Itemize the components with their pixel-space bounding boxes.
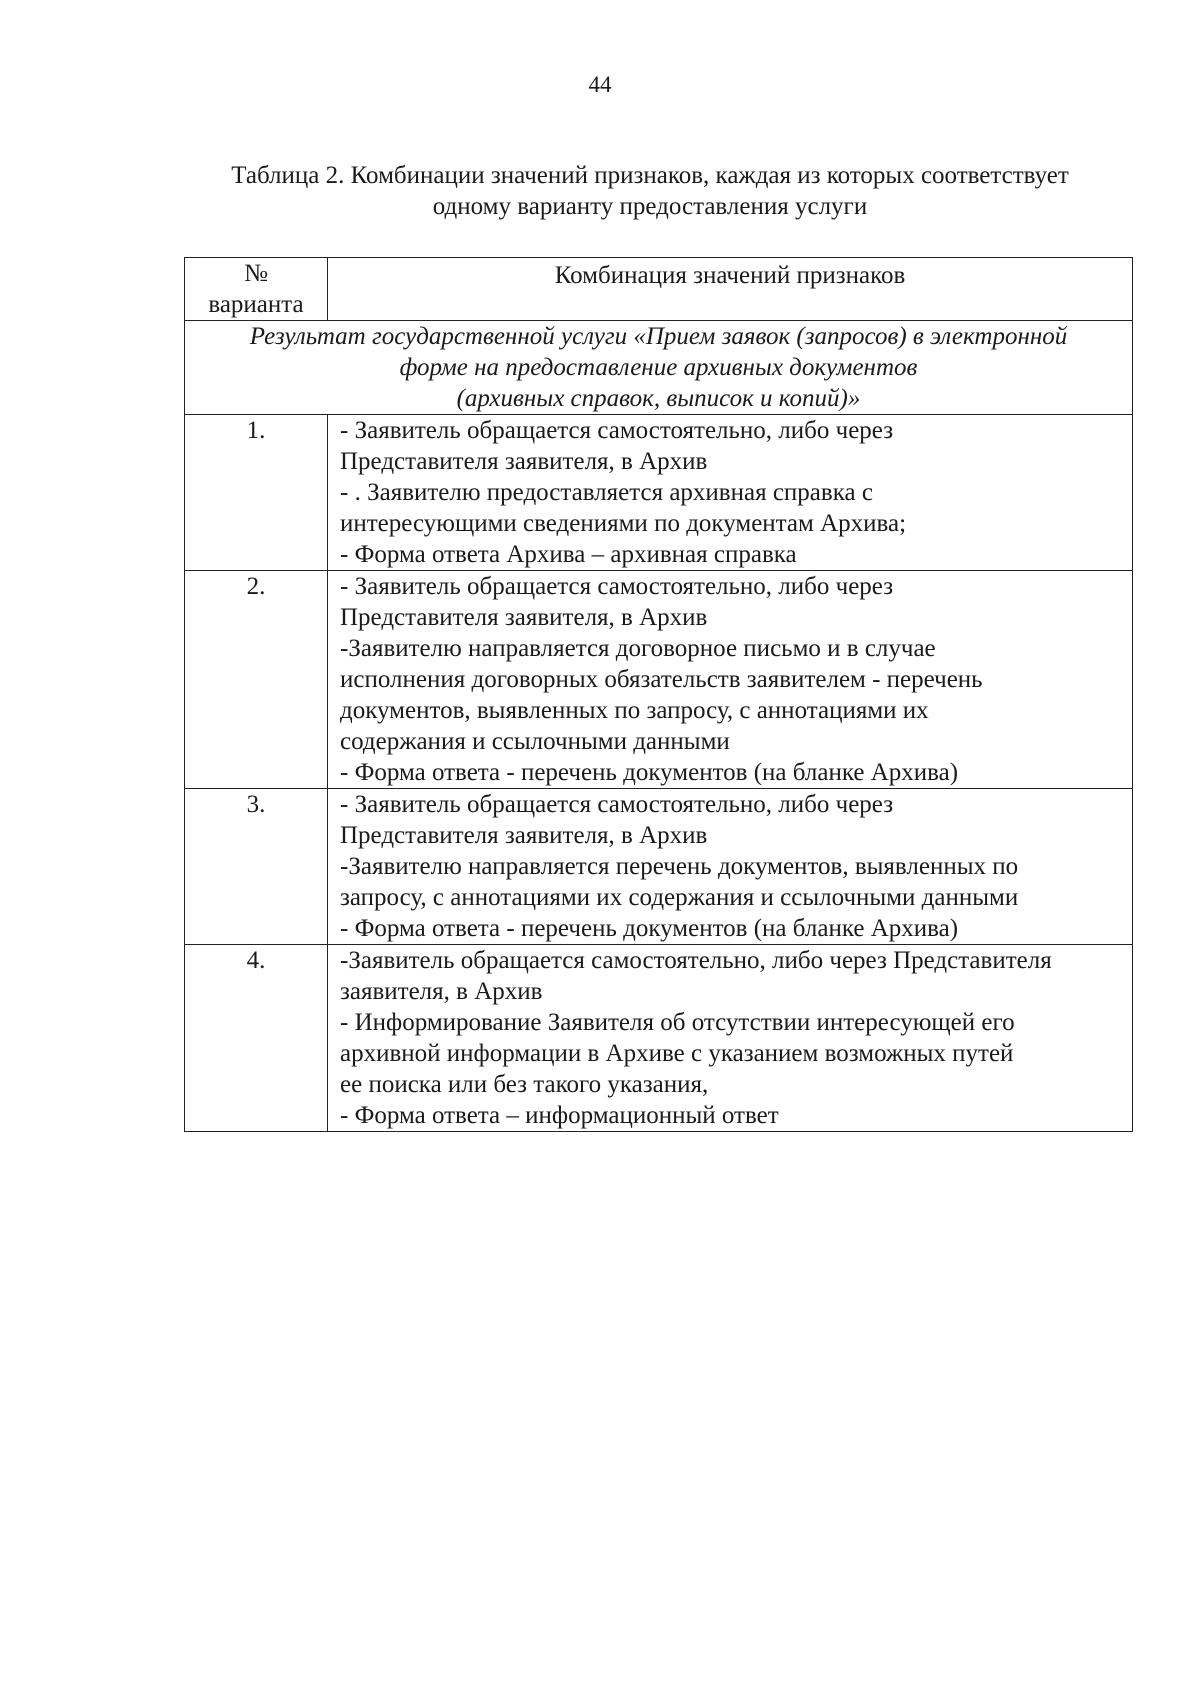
section-line-3: (архивных справок, выписок и копий)»	[456, 385, 861, 412]
variant-combination	[328, 789, 1133, 945]
header-combination: Комбинация значений признаков	[328, 258, 1133, 321]
variant-number: 3.	[185, 789, 328, 945]
table-row	[185, 415, 1133, 571]
variant-combination	[328, 415, 1133, 571]
combination-line: Представителя заявителя, в Архив	[340, 822, 708, 849]
combination-line: - . Заявителю предоставляется архивная справка с	[340, 479, 873, 506]
table-header-row	[185, 258, 1133, 321]
combination-line: - Форма ответа - перечень документов (на бланке Архива)	[340, 759, 959, 786]
combination-line: -Заявитель обращается самостоятельно, либо через Представителя	[340, 947, 1052, 974]
combination-line: - Заявитель обращается самостоятельно, либо через	[340, 417, 894, 444]
combination-line: документов, выявленных по запросу, с аннотациями их	[340, 697, 929, 724]
combination-line: ее поиска или без такого указания,	[340, 1071, 709, 1098]
header-num-label: варианта	[208, 291, 304, 318]
variant-number: 4.	[185, 945, 328, 1132]
table-caption	[170, 160, 1130, 222]
section-line-1: Результат государственной услуги «Прием заявок (запросов) в электронной	[249, 323, 1068, 350]
combination-line: - Информирование Заявителя об отсутствии интересующей его	[340, 1009, 1015, 1036]
variant-number: 2.	[185, 571, 328, 789]
combination-line: заявителя, в Архив	[340, 978, 543, 1005]
combination-line: -Заявителю направляется перечень документов, выявленных по	[340, 853, 1019, 880]
combination-line: - Форма ответа Архива – архивная справка	[340, 541, 797, 568]
page-number: 44	[588, 72, 612, 97]
combination-line: интересующими сведениями по документам Архива;	[340, 510, 907, 537]
combination-line: исполнения договорных обязательств заявителем - перечень	[340, 666, 983, 693]
combination-line: - Форма ответа – информационный ответ	[340, 1102, 779, 1129]
header-variant-number	[185, 258, 328, 321]
header-num-symbol: №	[244, 260, 268, 287]
combination-line: запросу, с аннотациями их содержания и ссылочными данными	[340, 884, 1019, 911]
section-row	[185, 321, 1133, 415]
table-row	[185, 789, 1133, 945]
combination-line: содержания и ссылочными данными	[340, 728, 730, 755]
combination-line: - Форма ответа - перечень документов (на бланке Архива)	[340, 915, 959, 942]
variant-combination	[328, 571, 1133, 789]
table-row	[185, 945, 1133, 1132]
caption-line-2: одному варианту предоставления услуги	[432, 193, 868, 220]
caption-line-1: Таблица 2. Комбинации значений признаков, каждая из которых соответствует	[231, 162, 1069, 189]
variant-number: 1.	[185, 415, 328, 571]
variant-combination	[328, 945, 1133, 1132]
combination-line: - Заявитель обращается самостоятельно, либо через	[340, 573, 894, 600]
combination-line: -Заявителю направляется договорное письмо и в случае	[340, 635, 936, 662]
variants-table	[184, 257, 1133, 1132]
combination-line: Представителя заявителя, в Архив	[340, 604, 708, 631]
combination-line: Представителя заявителя, в Архив	[340, 448, 708, 475]
combination-line: архивной информации в Архиве с указанием возможных путей	[340, 1040, 1014, 1067]
table-row	[185, 571, 1133, 789]
combination-line: - Заявитель обращается самостоятельно, либо через	[340, 791, 894, 818]
section-title	[185, 321, 1133, 415]
section-line-2: форме на предоставление архивных документов	[399, 354, 918, 381]
